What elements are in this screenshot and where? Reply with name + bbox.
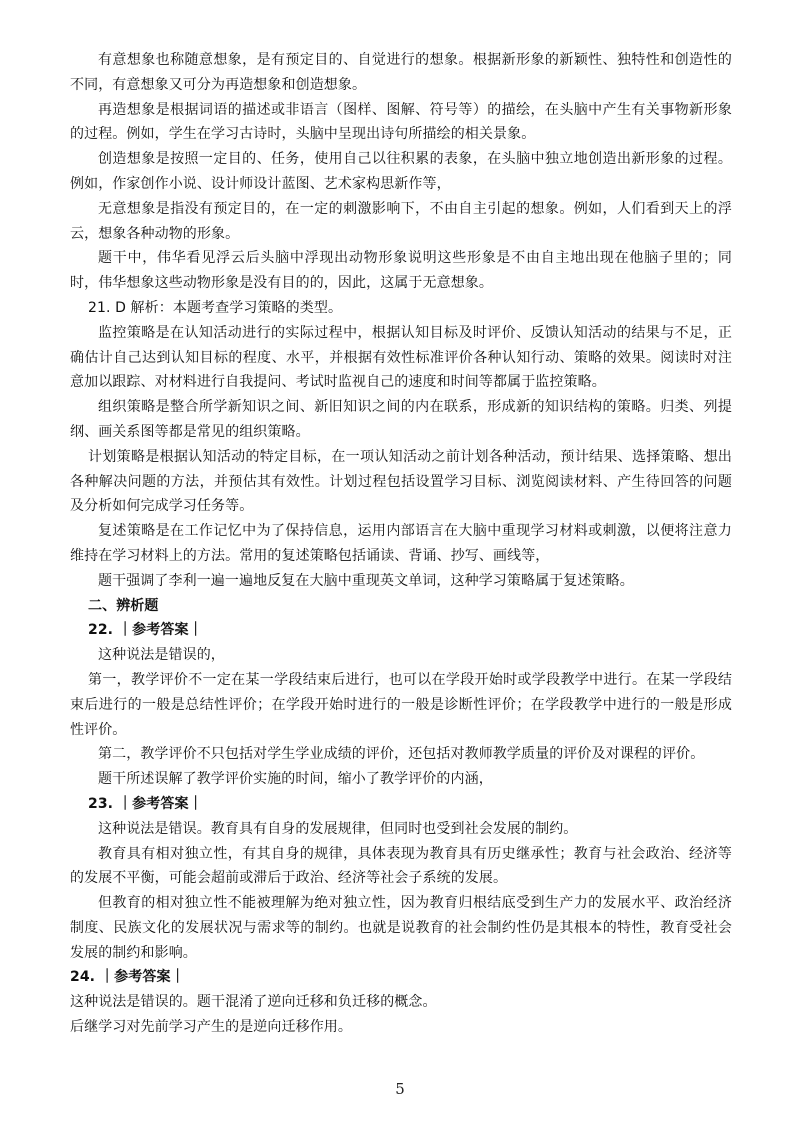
paragraph-22-point1: 第一，教学评价不一定在某一学段结束后进行，也可以在学段开始时或学段教学中进行。在某一学段结束后进行的一般是总结性评价；在学段开始时进行的一般是诊断性评价；在学段教学中进行的一般是形成性评价。 <box>70 671 732 738</box>
paragraph-organization-strategy: 组织策略是整合所学新知识之间、新旧知识之间的内在联系，形成新的知识结构的策略。归类、列提纲、画关系图等都是常见的组织策略。 <box>70 399 732 440</box>
paragraph-intentional-imagination: 有意想象也称随意想象，是有预定目的、自觉进行的想象。根据新形象的新颖性、独特性和创造性的不同，有意想象又可分为再造想象和创造想象。 <box>70 52 732 93</box>
answer-24-heading: 24. ｜参考答案｜ <box>70 969 185 986</box>
paragraph-reproductive-imagination: 再造想象是根据词语的描述或非语言（图样、图解、符号等）的描绘，在头脑中产生有关事物新形象的过程。例如，学生在学习古诗时，头脑中呈现出诗句所描绘的相关景象。 <box>70 101 732 143</box>
paragraph-rehearsal-strategy: 复述策略是在工作记忆中为了保持信息，运用内部语言在大脑中重现学习材料或刺激，以便将注意力维持在学习材料上的方法。常用的复述策略包括诵读、背诵、抄写、画线等， <box>70 523 732 564</box>
paragraph-q20-conclusion: 题干中，伟华看见浮云后头脑中浮现出动物形象说明这些形象是不由自主地出现在他脑子里的；同时，伟华想象这些动物形象是没有目的的，因此，这属于无意想象。 <box>70 250 732 292</box>
page-number: 5 <box>395 1080 405 1098</box>
paragraph-q21-conclusion: 题干强调了李利一遍一遍地反复在大脑中重现英文单词，这种学习策略属于复述策略。 <box>98 572 634 589</box>
paragraph-22-conclusion: 题干所述误解了教学评价实施的时间，缩小了教学评价的内涵， <box>98 771 493 788</box>
paragraph-24-explanation: 后继学习对先前学习产生的是逆向迁移作用。 <box>70 1019 352 1036</box>
paragraph-23-verdict: 这种说法是错误。教育具有自身的发展规律，但同时也受到社会发展的制约。 <box>98 820 578 837</box>
paragraph-22-verdict: 这种说法是错误的， <box>98 647 225 664</box>
paragraph-unintentional-imagination: 无意想象是指没有预定目的，在一定的刺激影响下，不由自主引起的想象。例如，人们看到天上的浮云，想象各种动物的形象。 <box>70 200 732 242</box>
answer-22-heading: 22. ｜参考答案｜ <box>88 622 203 639</box>
paragraph-24-verdict: 这种说法是错误的。题干混淆了逆向迁移和负迁移的概念。 <box>70 994 437 1011</box>
paragraph-planning-strategy: 计划策略是根据认知活动的特定目标，在一项认知活动之前计划各种活动，预计结果、选择策略、想出各种解决问题的方法，并预估其有效性。计划过程包括设置学习目标、浏览阅读材料、产生待回答的问题及分析如何完成学习任务等。 <box>70 448 732 515</box>
paragraph-creative-imagination: 创造想象是按照一定目的、任务，使用自己以往积累的表象，在头脑中独立地创造出新形象的过程。例如，作家创作小说、设计师设计蓝图、艺术家构思新作等， <box>70 151 732 192</box>
answer-21-heading: 21. D 解析：本题考查学习策略的类型。 <box>88 299 343 316</box>
section-heading-analysis: 二、辨析题 <box>88 597 159 614</box>
page-content <box>70 48 732 1040</box>
paragraph-monitoring-strategy: 监控策略是在认知活动进行的实际过程中，根据认知目标及时评价、反馈认知活动的结果与不足，正确估计自己达到认知目标的程度、水平，并根据有效性标准评价各种认知行动、策略的效果。阅读时对注意加以跟踪、对材料进行自我提问、考试时监视自己的速度和时间等都属于监控策略。 <box>70 324 732 391</box>
answer-23-heading: 23. ｜参考答案｜ <box>88 795 203 812</box>
paragraph-22-point2: 第二，教学评价不只包括对学生学业成绩的评价，还包括对教师教学质量的评价及对课程的评价。 <box>98 746 705 763</box>
paragraph-23-relative-independence: 教育具有相对独立性，有其自身的规律，具体表现为教育具有历史继承性；教育与社会政治、经济等的发展不平衡，可能会超前或滞后于政治、经济等社会子系统的发展。 <box>70 845 732 887</box>
paragraph-23-social-constraint: 但教育的相对独立性不能被理解为绝对独立性，因为教育归根结底受到生产力的发展水平、政治经济制度、民族文化的发展状况与需求等的制约。也就是说教育的社会制约性仍是其根本的特性，教育受社会发展的制约和影响。 <box>70 895 732 961</box>
